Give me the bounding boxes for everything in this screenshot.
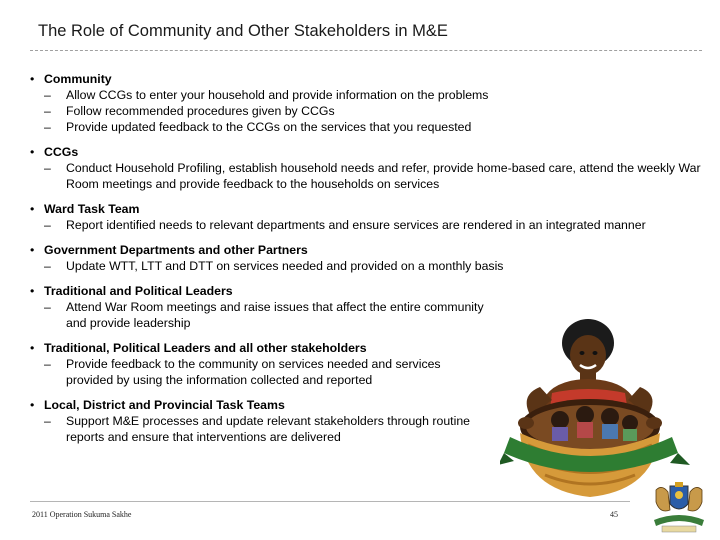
dash-icon: –: [44, 88, 51, 102]
page-title: The Role of Community and Other Stakeholders in M&E: [38, 22, 448, 40]
section-item: Allow CCGs to enter your household and provide information on the problems: [66, 88, 489, 102]
dash-icon: –: [44, 161, 51, 175]
coat-of-arms-icon: [648, 480, 710, 538]
section-community: [30, 71, 710, 135]
section-heading: Local, District and Provincial Task Teams: [44, 398, 285, 412]
section-item: Follow recommended procedures given by CCGs: [66, 104, 335, 118]
dash-icon: –: [44, 300, 51, 314]
section-government-departments: [30, 242, 710, 274]
section-ccgs: [30, 144, 710, 192]
bullet-icon: •: [30, 145, 35, 159]
dash-icon: –: [44, 104, 51, 118]
section-heading: Community: [44, 72, 112, 86]
section-item: Attend War Room meetings and raise issues that affect the entire community and provide leadership: [66, 300, 484, 330]
section-heading: Ward Task Team: [44, 202, 140, 216]
bullet-icon: •: [30, 202, 35, 216]
bullet-icon: •: [30, 341, 35, 355]
section-heading: Traditional, Political Leaders and all other stakeholders: [44, 341, 367, 355]
dash-icon: –: [44, 120, 51, 134]
bullet-icon: •: [30, 398, 35, 412]
section-heading: Traditional and Political Leaders: [44, 284, 233, 298]
section-ward-task-team: [30, 201, 710, 233]
dash-icon: –: [44, 218, 51, 232]
footer-text: 2011 Operation Sukuma Sakhe: [32, 510, 132, 519]
section-heading: CCGs: [44, 145, 79, 159]
page-number: 45: [610, 510, 618, 519]
footer-divider: [30, 501, 630, 502]
dash-icon: –: [44, 259, 51, 273]
section-heading: Government Departments and other Partners: [44, 243, 308, 257]
bullet-icon: •: [30, 284, 35, 298]
section-item: Conduct Household Profiling, establish household needs and refer, provide home-based care, attend the weekly War Room meetings and provide feedback to the households on services: [66, 161, 701, 191]
dash-icon: –: [44, 414, 51, 428]
community-basket-illustration: [500, 315, 700, 505]
section-item: Update WTT, LTT and DTT on services needed and provided on a monthly basis: [66, 259, 504, 273]
bullet-icon: •: [30, 72, 35, 86]
section-item: Provide updated feedback to the CCGs on the services that you requested: [66, 120, 472, 134]
dash-icon: –: [44, 357, 51, 371]
section-item: Report identified needs to relevant departments and ensure services are rendered in an integrated manner: [66, 218, 646, 232]
section-item: Provide feedback to the community on services needed and services provided by using the information collected and reported: [66, 357, 441, 387]
section-item: Support M&E processes and update relevant stakeholders through routine reports and ensure that interventions are delivered: [66, 414, 470, 444]
title-divider: [30, 50, 702, 51]
bullet-icon: •: [30, 243, 35, 257]
